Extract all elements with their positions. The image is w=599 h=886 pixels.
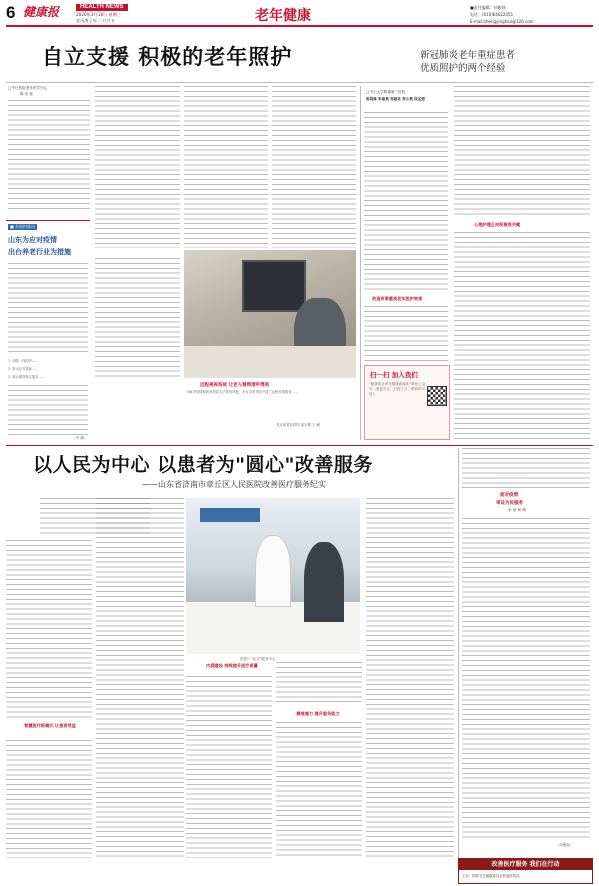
nursing-home-photo (184, 250, 356, 378)
right-col-top (462, 448, 590, 488)
photo-caption-title: 远程视视系统 让老人看得清听得到 (200, 383, 270, 388)
photo-caption-credit: 北京养老局供图 邱宏网 王 峰 (276, 423, 320, 427)
sidebar-column-2 (454, 86, 590, 218)
page-number: 6 (6, 3, 16, 22)
sidebar-subhead-care: 改造有案重视老年医护效果 (372, 296, 423, 301)
editor-credit: ■责任编辑：何颖瑶 (470, 5, 506, 10)
second-story-rule (6, 445, 593, 446)
top-story-column-4 (272, 86, 356, 248)
top-story-deck-line1: 新冠肺炎老年重症患者 (420, 50, 516, 61)
paper-name: 健康报 (23, 5, 60, 19)
inset-body (8, 263, 88, 353)
right-col-end-mark: （栾聚福） (556, 843, 573, 847)
second-story-col-d0 (276, 662, 362, 706)
qr-code-icon[interactable] (427, 386, 447, 406)
right-col-divider (458, 448, 459, 858)
inset-left (6, 220, 90, 442)
paper-english-badge: HEALTH NEWS (76, 4, 128, 11)
footer-slogan: 改善医疗服务 我们在行动 (459, 859, 592, 870)
photo-sign (200, 508, 260, 522)
inset-item-2: 2. 推出应对措施…… (8, 367, 39, 371)
editor-phone: 电话：(010)64622051 (470, 12, 514, 17)
inset-item-3: 3. 推动网络购买服务…… (8, 375, 46, 379)
top-story-source: □中日医院老年医学中心 (8, 86, 48, 90)
masthead-rule (6, 25, 593, 27)
promo-box (364, 365, 450, 440)
photo-desk (184, 346, 356, 378)
top-story-column-3b (95, 258, 180, 380)
top-story-author: 陈 佳 佳 (20, 92, 34, 96)
photo-screen (242, 260, 306, 312)
second-story-headline: 以人民为中心 以患者为"圆心"改善服务 (33, 454, 373, 476)
footer-ad (458, 858, 593, 884)
top-story-column-2 (95, 86, 180, 248)
footer-line: 主办：国家卫生健康委员会医政医管局 (462, 874, 520, 878)
second-story-col-c (186, 676, 272, 858)
inset-item-1: 1. 加强一线防护…… (8, 359, 39, 363)
editor-email: E-mail:zhengyinghan@126.com (470, 19, 534, 24)
sidebar-divider (360, 86, 361, 440)
sidebar-column-1 (364, 112, 448, 292)
second-story-col-a (6, 540, 92, 720)
promo-text: "健康报社老年健康新媒体"微信公众号…欢迎关注，扫描下方二维码即可加入 (369, 382, 425, 396)
second-story-col-d (276, 722, 362, 858)
sidebar-source: □中山大学附属第三医院 (366, 90, 406, 94)
photo-nurse (256, 536, 290, 606)
second-subhead-2: 内涵建设 持续提升医疗质量 (206, 663, 258, 668)
hospital-photo-caption: 医院"一站式"服务中心 (240, 657, 276, 661)
second-story-col-e (366, 498, 454, 858)
inset-kicker: ■ 乡间村落讯 (10, 224, 36, 229)
right-col-byline: 宋 怡 何 晴 (508, 508, 526, 512)
sidebar-column-1b (364, 306, 448, 362)
sidebar-column-2b (454, 232, 590, 440)
right-col-title: 面对疫情 (500, 493, 518, 498)
second-subhead-1: 智慧医疗新模式 让患者受益 (24, 723, 76, 728)
sidebar-subhead-mind: 心理护理正向积极很关键 (474, 222, 521, 227)
inset-body-2 (8, 385, 88, 435)
hospital-service-photo (186, 498, 360, 654)
second-story-col-b (96, 498, 184, 858)
inset-end-mark: （齐 静） (72, 436, 87, 440)
photo-caption-body: 为解决疫情期间养老院无法探视问题，北京市养老院开通了远程视频服务…… (186, 390, 299, 394)
top-story-deck-line2: 优质照护的两个经验 (420, 63, 506, 74)
right-col-body (462, 518, 590, 840)
top-story-column-1 (8, 100, 90, 210)
lunar-date: 农历庚子年 二月廿五 (76, 18, 116, 23)
top-story-column-3 (184, 86, 268, 248)
inset-title-line2: 出台养老行业为措施 (8, 248, 71, 256)
right-col-sub: 审证为民服务 (496, 501, 523, 506)
issue-date: 2020年3月18日 星期三 (76, 12, 122, 17)
top-story-headline: 自立支援 积极的老年照护 (42, 45, 293, 69)
photo-patient (304, 542, 344, 622)
second-subhead-3: 精准施力 提升服务能力 (296, 711, 340, 716)
second-story-subline: ——山东省济南市章丘区人民医院改善医疗服务纪实 (142, 480, 326, 489)
sidebar-authors: 陈超雄 李素燕 郑丽花 郑小燕 段孟媛 (366, 97, 425, 101)
section-title: 老年健康 (255, 8, 311, 24)
promo-title: 扫一扫 加入我们 (370, 371, 418, 379)
headline-rule (6, 82, 593, 83)
inset-title-line1: 山东为应对疫情 (8, 236, 57, 244)
second-story-col-a2 (6, 740, 92, 858)
